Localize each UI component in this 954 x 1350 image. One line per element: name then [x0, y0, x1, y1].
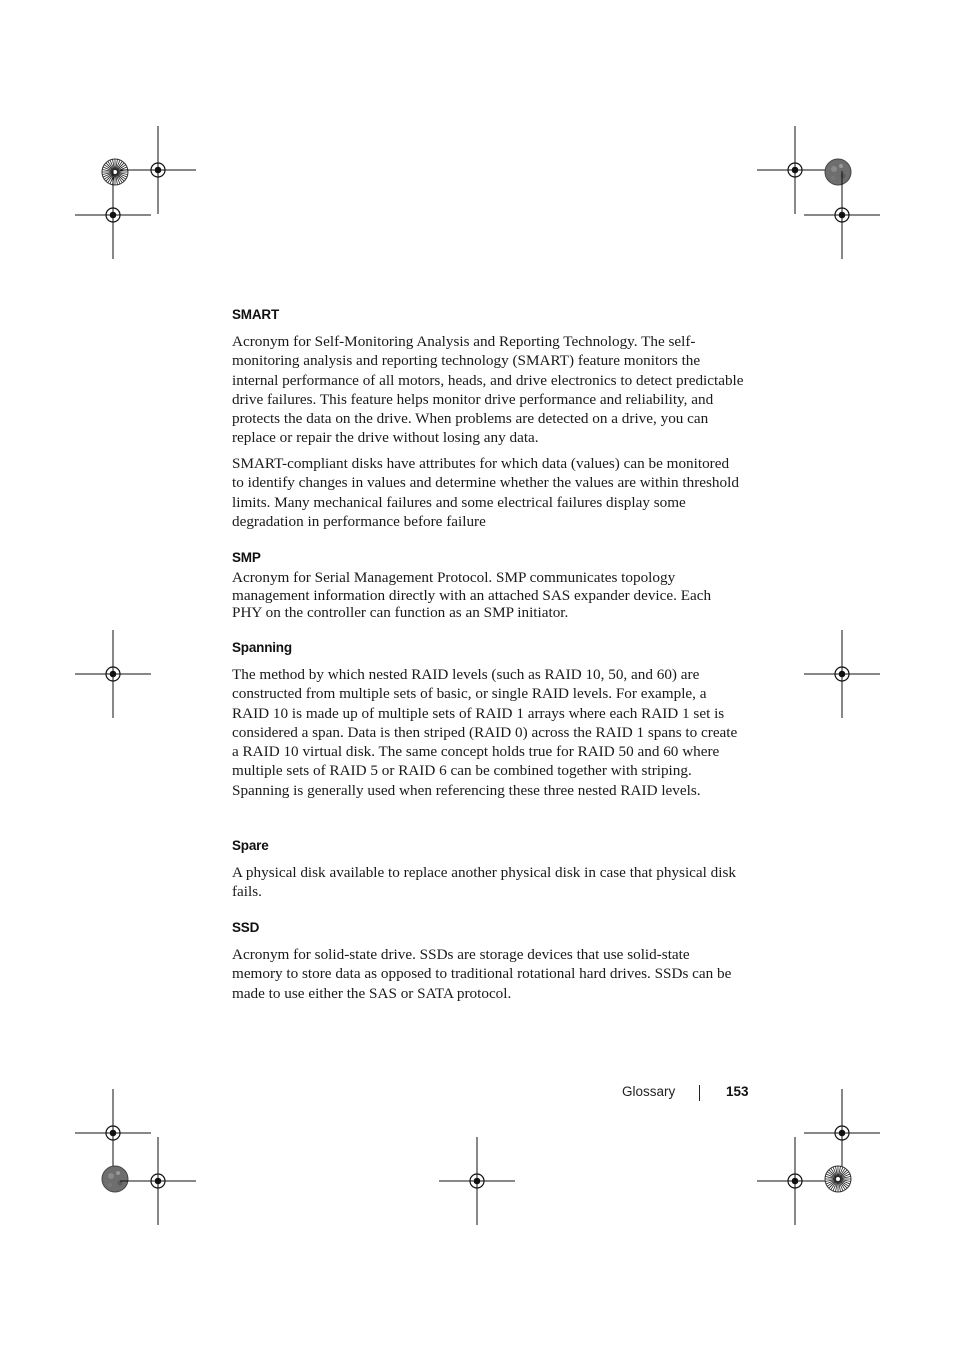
definition-spanning: The method by which nested RAID levels (such as RAID 10, 50, and 60) are constructed from multiple sets of basic, or single RAID levels. For example, a RAID 10 is made up of multiple sets of RAID 1 arrays where each RAID 1 set is considered a span. Data is then striped (RAID 0) across the RAID 1 spans to create a RAID 10 virtual disk. The same concept holds true for RAID 50 and 60 where multiple sets of RAID 5 or RAID 6 can be combined together with striping. Spanning is generally used when referencing these three nested RAID levels.: [232, 666, 738, 799]
footer-divider: [699, 1085, 700, 1101]
page-number: 153: [726, 1084, 749, 1099]
term-spanning: Spanning: [232, 640, 292, 655]
definition-spare: A physical disk available to replace another physical disk in case that physical disk fails.: [232, 864, 736, 901]
term-smp: SMP: [232, 550, 261, 565]
term-spare: Spare: [232, 838, 269, 853]
definition-smart-p2: SMART-compliant disks have attributes for which data (values) can be monitored to identify changes in values and determine whether the values are within threshold limits. Many mechanical failures and some electrical failures display some degradation in performance before failure: [232, 455, 739, 530]
term-smart: SMART: [232, 307, 279, 322]
footer-section-label: Glossary: [622, 1084, 676, 1099]
definition-smp: Acronym for Serial Management Protocol. SMP communicates topology management information directly with an attached SAS expander device. Each PHY on the controller can function as an SMP initiator.: [232, 569, 712, 622]
definition-ssd: Acronym for solid-state drive. SSDs are storage devices that use solid-state memory to store data as opposed to traditional rotational hard drives. SSDs can be made to use either the SAS or SATA protocol.: [232, 946, 732, 1002]
definition-smart-p1: Acronym for Self-Monitoring Analysis and Reporting Technology. The self-monitoring analysis and reporting technology (SMART) feature monitors the internal performance of all motors, heads, and drive electronics to detect predictable drive failures. This feature helps monitor drive performance and reliability, and protects the data on the drive. When problems are detected on a drive, you can replace or repair the drive without losing any data.: [232, 333, 744, 447]
term-ssd: SSD: [232, 920, 260, 935]
